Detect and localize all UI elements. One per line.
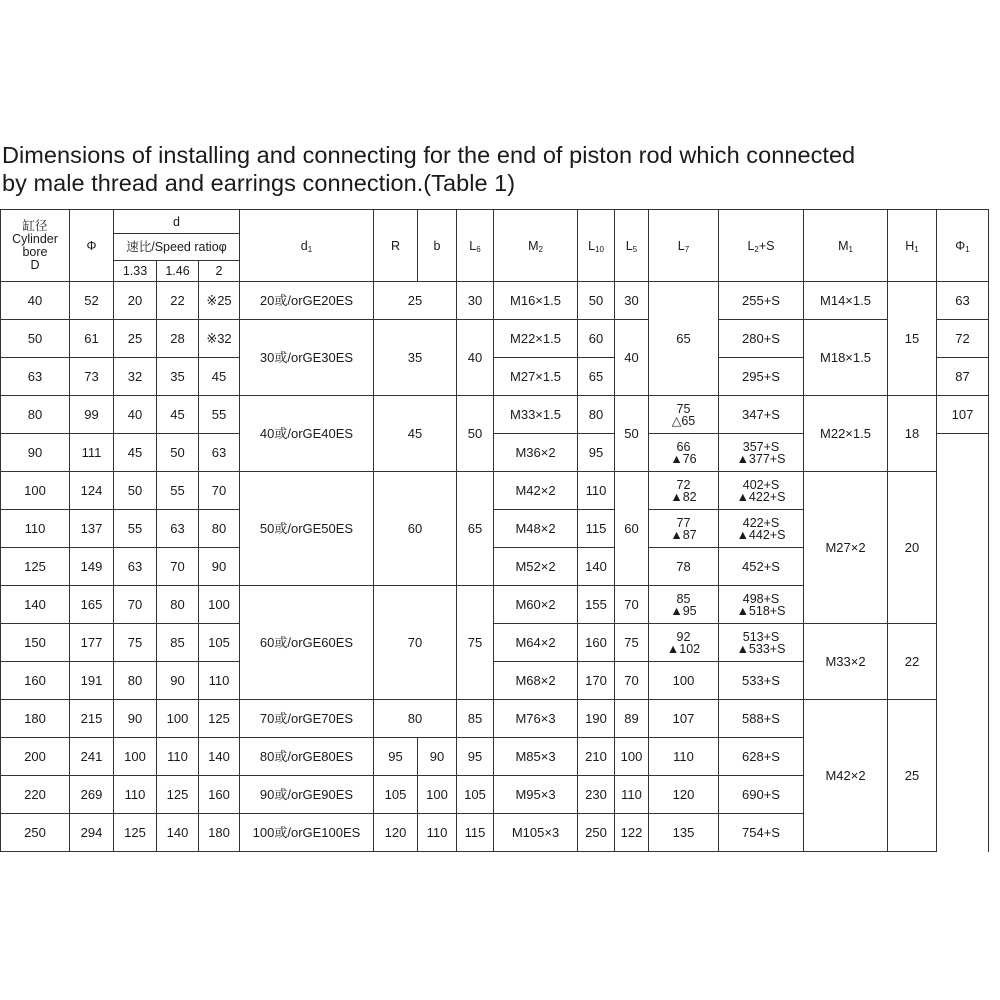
cell-r: 95 (374, 738, 418, 776)
cell-d-146: 22 (157, 282, 199, 320)
cell-phi: 149 (70, 548, 114, 586)
cell-d1: 60或/orGE60ES (240, 586, 374, 700)
cell-l2-s: 754+S (719, 814, 804, 852)
cell-m2: M76×3 (494, 700, 578, 738)
cell-l5: 50 (615, 396, 649, 472)
cell-d1: 90或/orGE90ES (240, 776, 374, 814)
cell-l6: 50 (457, 396, 494, 472)
table-title (2, 141, 998, 197)
cell-m2: M105×3 (494, 814, 578, 852)
cell-r-b: 25 (374, 282, 457, 320)
table-row (1, 472, 989, 510)
cell-phi1: 72 (937, 320, 989, 358)
cell-h1: 15 (888, 282, 937, 396)
cell-r-b: 35 (374, 320, 457, 396)
header-h1: $H_1$ (888, 210, 937, 282)
cell-d1: 40或/orGE40ES (240, 396, 374, 472)
cell-l5: 122 (615, 814, 649, 852)
cell-l2-s: 452+S (719, 548, 804, 586)
header-ratio-2: 2 (199, 261, 240, 282)
cell-d-133: 125 (114, 814, 157, 852)
cell-m2: M27×1.5 (494, 358, 578, 396)
cell-bore: 220 (1, 776, 70, 814)
cell-d-133: 63 (114, 548, 157, 586)
cell-bore: 50 (1, 320, 70, 358)
cell-l10: 170 (578, 662, 615, 700)
header-row-1 (1, 210, 989, 234)
header-l7: $L_7$ (649, 210, 719, 282)
cell-d-146: 140 (157, 814, 199, 852)
cell-d-146: 55 (157, 472, 199, 510)
cell-phi1: 107 (937, 396, 989, 434)
cell-d-146: 45 (157, 396, 199, 434)
cell-l2-s: 280+S (719, 320, 804, 358)
cell-l10: 230 (578, 776, 615, 814)
cell-phi: 241 (70, 738, 114, 776)
cell-phi: 269 (70, 776, 114, 814)
cell-bore: 150 (1, 624, 70, 662)
cell-m2: M64×2 (494, 624, 578, 662)
cell-d-2: 80 (199, 510, 240, 548)
title-line-2: by male thread and earrings connection.(Table 1) (2, 170, 516, 196)
cell-l10: 190 (578, 700, 615, 738)
cell-m1: M42×2 (804, 700, 888, 852)
cell-d-133: 20 (114, 282, 157, 320)
cell-m2: M52×2 (494, 548, 578, 586)
cell-l7: 110 (649, 738, 719, 776)
cell-l2-s: 255+S (719, 282, 804, 320)
cell-l6: 105 (457, 776, 494, 814)
cell-l7: 78 (649, 548, 719, 586)
cell-bore: 90 (1, 434, 70, 472)
cell-d-133: 75 (114, 624, 157, 662)
cell-d-133: 110 (114, 776, 157, 814)
cell-l5: 60 (615, 472, 649, 586)
cell-l10: 50 (578, 282, 615, 320)
cell-b: 90 (418, 738, 457, 776)
cell-d-133: 70 (114, 586, 157, 624)
cell-d1: 80或/orGE80ES (240, 738, 374, 776)
table-row (1, 320, 989, 358)
cell-r-b: 80 (374, 700, 457, 738)
cell-l2-s: 402+S ▲422+S (719, 472, 804, 510)
cell-l2-s: 422+S ▲442+S (719, 510, 804, 548)
cell-l10: 110 (578, 472, 615, 510)
cell-d-2: 105 (199, 624, 240, 662)
table-row (1, 282, 989, 320)
header-b: b (418, 210, 457, 282)
cell-phi1-empty (937, 434, 989, 852)
cell-d-2: 140 (199, 738, 240, 776)
cell-d-133: 90 (114, 700, 157, 738)
cell-d-2: 100 (199, 586, 240, 624)
cell-d-146: 35 (157, 358, 199, 396)
header-phi1: $\Phi_1$ (937, 210, 989, 282)
cell-l5: 110 (615, 776, 649, 814)
cell-m2: M95×3 (494, 776, 578, 814)
cell-d-2: 125 (199, 700, 240, 738)
cell-l7: 72 ▲82 (649, 472, 719, 510)
header-l2-s: $L_2+S$ (719, 210, 804, 282)
cell-bore: 200 (1, 738, 70, 776)
cell-d-2: 160 (199, 776, 240, 814)
cell-d-2: ※32 (199, 320, 240, 358)
cell-bore: 40 (1, 282, 70, 320)
cell-m2: M48×2 (494, 510, 578, 548)
cell-d-133: 50 (114, 472, 157, 510)
cell-l2-s: 498+S ▲518+S (719, 586, 804, 624)
cell-r: 120 (374, 814, 418, 852)
cell-phi: 111 (70, 434, 114, 472)
cell-l6: 40 (457, 320, 494, 396)
cell-m2: M42×2 (494, 472, 578, 510)
cell-h1: 22 (888, 624, 937, 700)
cell-bore: 180 (1, 700, 70, 738)
cell-l2-s: 295+S (719, 358, 804, 396)
cell-l10: 160 (578, 624, 615, 662)
cell-d-146: 125 (157, 776, 199, 814)
cell-d-146: 110 (157, 738, 199, 776)
cell-phi1: 87 (937, 358, 989, 396)
cell-d-2: 63 (199, 434, 240, 472)
cell-bore: 250 (1, 814, 70, 852)
cell-d-133: 25 (114, 320, 157, 358)
cell-l7: 85 ▲95 (649, 586, 719, 624)
cell-d-2: 45 (199, 358, 240, 396)
cell-l6: 115 (457, 814, 494, 852)
cell-d1: 20或/orGE20ES (240, 282, 374, 320)
cell-h1: 18 (888, 396, 937, 472)
table-row (1, 396, 989, 434)
cell-l2-s: 588+S (719, 700, 804, 738)
table-row (1, 700, 989, 738)
cell-l2-s: 690+S (719, 776, 804, 814)
cell-l10: 60 (578, 320, 615, 358)
cell-m2: M22×1.5 (494, 320, 578, 358)
header-r: R (374, 210, 418, 282)
cell-m1: M22×1.5 (804, 396, 888, 472)
cell-d-146: 70 (157, 548, 199, 586)
cell-m2: M33×1.5 (494, 396, 578, 434)
cell-m2: M36×2 (494, 434, 578, 472)
cell-d1: 50或/orGE50ES (240, 472, 374, 586)
cell-d1: 100或/orGE100ES (240, 814, 374, 852)
cell-h1: 20 (888, 472, 937, 624)
cell-d-146: 50 (157, 434, 199, 472)
header-l5: $L_5$ (615, 210, 649, 282)
header-l6: $L_6$ (457, 210, 494, 282)
header-phi: Φ (70, 210, 114, 282)
header-d: d (114, 210, 240, 234)
cell-l7: 100 (649, 662, 719, 700)
cell-l2-s: 513+S ▲533+S (719, 624, 804, 662)
cell-l2-s: 533+S (719, 662, 804, 700)
cell-l10: 210 (578, 738, 615, 776)
title-line-1: Dimensions of installing and connecting for the end of piston rod which connected (2, 142, 856, 168)
cell-phi: 52 (70, 282, 114, 320)
cell-d-146: 28 (157, 320, 199, 358)
cell-l5: 40 (615, 320, 649, 396)
cell-phi: 294 (70, 814, 114, 852)
cell-l6: 95 (457, 738, 494, 776)
cell-m2: M16×1.5 (494, 282, 578, 320)
cell-phi: 215 (70, 700, 114, 738)
cell-l7: 107 (649, 700, 719, 738)
cell-d-146: 90 (157, 662, 199, 700)
cell-l2-s: 347+S (719, 396, 804, 434)
cell-l7: 65 (649, 282, 719, 396)
cell-l5: 30 (615, 282, 649, 320)
header-ratio-133: 1.33 (114, 261, 157, 282)
cell-h1: 25 (888, 700, 937, 852)
cell-b: 110 (418, 814, 457, 852)
cell-phi: 99 (70, 396, 114, 434)
cell-m1: M27×2 (804, 472, 888, 624)
cell-l6: 30 (457, 282, 494, 320)
cell-d-133: 40 (114, 396, 157, 434)
cell-d-146: 85 (157, 624, 199, 662)
cell-phi: 191 (70, 662, 114, 700)
header-d1: $d_1$ (240, 210, 374, 282)
cell-d1: 30或/orGE30ES (240, 320, 374, 396)
cell-bore: 160 (1, 662, 70, 700)
cell-l10: 80 (578, 396, 615, 434)
cell-d-133: 80 (114, 662, 157, 700)
cell-d-133: 55 (114, 510, 157, 548)
header-l10: $L_{10}$ (578, 210, 615, 282)
cell-phi: 177 (70, 624, 114, 662)
header-cylinder-bore: 缸径 Cylinder bore D (1, 210, 70, 282)
cell-d-133: 32 (114, 358, 157, 396)
cell-l2-s: 357+S ▲377+S (719, 434, 804, 472)
cell-d-146: 63 (157, 510, 199, 548)
cell-phi: 165 (70, 586, 114, 624)
cell-d-146: 100 (157, 700, 199, 738)
cell-d-2: 110 (199, 662, 240, 700)
header-ratio-146: 1.46 (157, 261, 199, 282)
cell-d-133: 100 (114, 738, 157, 776)
cell-phi: 73 (70, 358, 114, 396)
cell-m2: M60×2 (494, 586, 578, 624)
cell-l6: 75 (457, 586, 494, 700)
cell-l2-s: 628+S (719, 738, 804, 776)
cell-l7: 135 (649, 814, 719, 852)
cell-l10: 95 (578, 434, 615, 472)
cell-r-b: 45 (374, 396, 457, 472)
cell-r-b: 70 (374, 586, 457, 700)
cell-phi: 124 (70, 472, 114, 510)
cell-phi: 61 (70, 320, 114, 358)
cell-d-2: ※25 (199, 282, 240, 320)
cell-l10: 65 (578, 358, 615, 396)
dimensions-table (0, 209, 989, 852)
cell-bore: 100 (1, 472, 70, 510)
cell-l5: 100 (615, 738, 649, 776)
cell-d-146: 80 (157, 586, 199, 624)
cell-d-133: 45 (114, 434, 157, 472)
cell-m1: M33×2 (804, 624, 888, 700)
cell-m1: M14×1.5 (804, 282, 888, 320)
cell-d-2: 55 (199, 396, 240, 434)
cell-l7: 66 ▲76 (649, 434, 719, 472)
cell-bore: 140 (1, 586, 70, 624)
cell-r-b: 60 (374, 472, 457, 586)
cell-d-2: 180 (199, 814, 240, 852)
cell-m2: M68×2 (494, 662, 578, 700)
cell-m2: M85×3 (494, 738, 578, 776)
cell-l7: 77 ▲87 (649, 510, 719, 548)
cell-l7: 120 (649, 776, 719, 814)
header-speed-ratio: 速比/Speed ratioφ (114, 234, 240, 261)
cell-l5: 89 (615, 700, 649, 738)
cell-l6: 85 (457, 700, 494, 738)
cell-l5: 75 (615, 624, 649, 662)
cell-d1: 70或/orGE70ES (240, 700, 374, 738)
cell-bore: 80 (1, 396, 70, 434)
cell-m1: M18×1.5 (804, 320, 888, 396)
cell-d-2: 90 (199, 548, 240, 586)
cell-bore: 125 (1, 548, 70, 586)
cell-l10: 115 (578, 510, 615, 548)
header-m1: $M_1$ (804, 210, 888, 282)
cell-l6: 65 (457, 472, 494, 586)
cell-phi: 137 (70, 510, 114, 548)
cell-l5: 70 (615, 662, 649, 700)
cell-l10: 155 (578, 586, 615, 624)
cell-l5: 70 (615, 586, 649, 624)
cell-l7: 75 △65 (649, 396, 719, 434)
cell-bore: 63 (1, 358, 70, 396)
cell-l10: 250 (578, 814, 615, 852)
cell-b: 100 (418, 776, 457, 814)
cell-phi1: 63 (937, 282, 989, 320)
cell-d-2: 70 (199, 472, 240, 510)
cell-l10: 140 (578, 548, 615, 586)
cell-l7: 92 ▲102 (649, 624, 719, 662)
cell-r: 105 (374, 776, 418, 814)
cell-bore: 110 (1, 510, 70, 548)
table-row (1, 624, 989, 662)
header-m2: $M_2$ (494, 210, 578, 282)
